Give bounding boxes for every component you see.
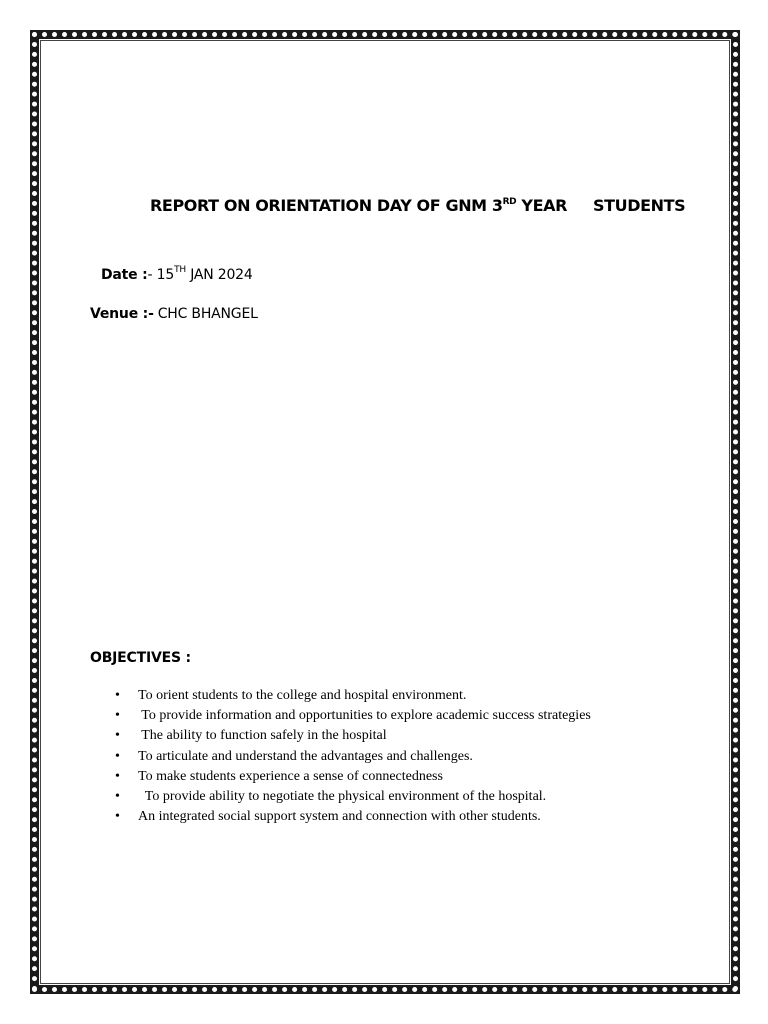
venue-value: CHC BHANGEL — [157, 306, 258, 322]
title-end-text: STUDENTS — [593, 196, 686, 215]
report-title — [150, 196, 685, 215]
objective-text: To provide ability to negotiate the physical environment of the hospital. — [138, 788, 547, 804]
date-prefix: - 15 — [147, 267, 175, 283]
objective-text: An integrated social support system and connection with other students. — [138, 809, 541, 825]
date-ordinal-suffix: TH — [174, 265, 186, 275]
bullet-icon: • — [115, 768, 120, 784]
bullet-icon: • — [115, 788, 120, 804]
objective-text: To articulate and understand the advantages and challenges. — [138, 748, 473, 764]
objective-item — [115, 787, 591, 807]
title-year-text: YEAR — [516, 196, 568, 215]
objective-text: To orient students to the college and hospital environment. — [138, 688, 467, 703]
objective-item — [115, 686, 591, 706]
title-ordinal-suffix: RD — [502, 197, 517, 207]
title-main-text: REPORT ON ORIENTATION DAY OF GNM 3 — [150, 196, 503, 215]
date-line — [101, 267, 253, 283]
objectives-list — [115, 686, 591, 827]
objective-item — [115, 767, 591, 787]
venue-line — [90, 306, 258, 322]
bullet-icon: • — [115, 748, 120, 764]
objective-item — [115, 726, 591, 746]
objective-text: To provide information and opportunities to explore academic success strategies — [138, 708, 591, 724]
date-label: Date : — [101, 267, 148, 283]
decorative-page-border — [30, 30, 740, 994]
bullet-icon: • — [115, 728, 120, 744]
date-rest: JAN 2024 — [185, 267, 253, 283]
objective-item — [115, 747, 591, 767]
objective-text: To make students experience a sense of connectedness — [138, 768, 443, 784]
objective-item — [115, 706, 591, 726]
objective-text: The ability to function safely in the hospital — [138, 728, 387, 744]
venue-label: Venue :- — [90, 306, 154, 322]
bullet-icon: • — [115, 688, 120, 703]
objectives-heading: OBJECTIVES : — [90, 650, 191, 666]
bullet-icon: • — [115, 809, 120, 825]
objective-item — [115, 807, 591, 827]
bullet-icon: • — [115, 708, 120, 724]
